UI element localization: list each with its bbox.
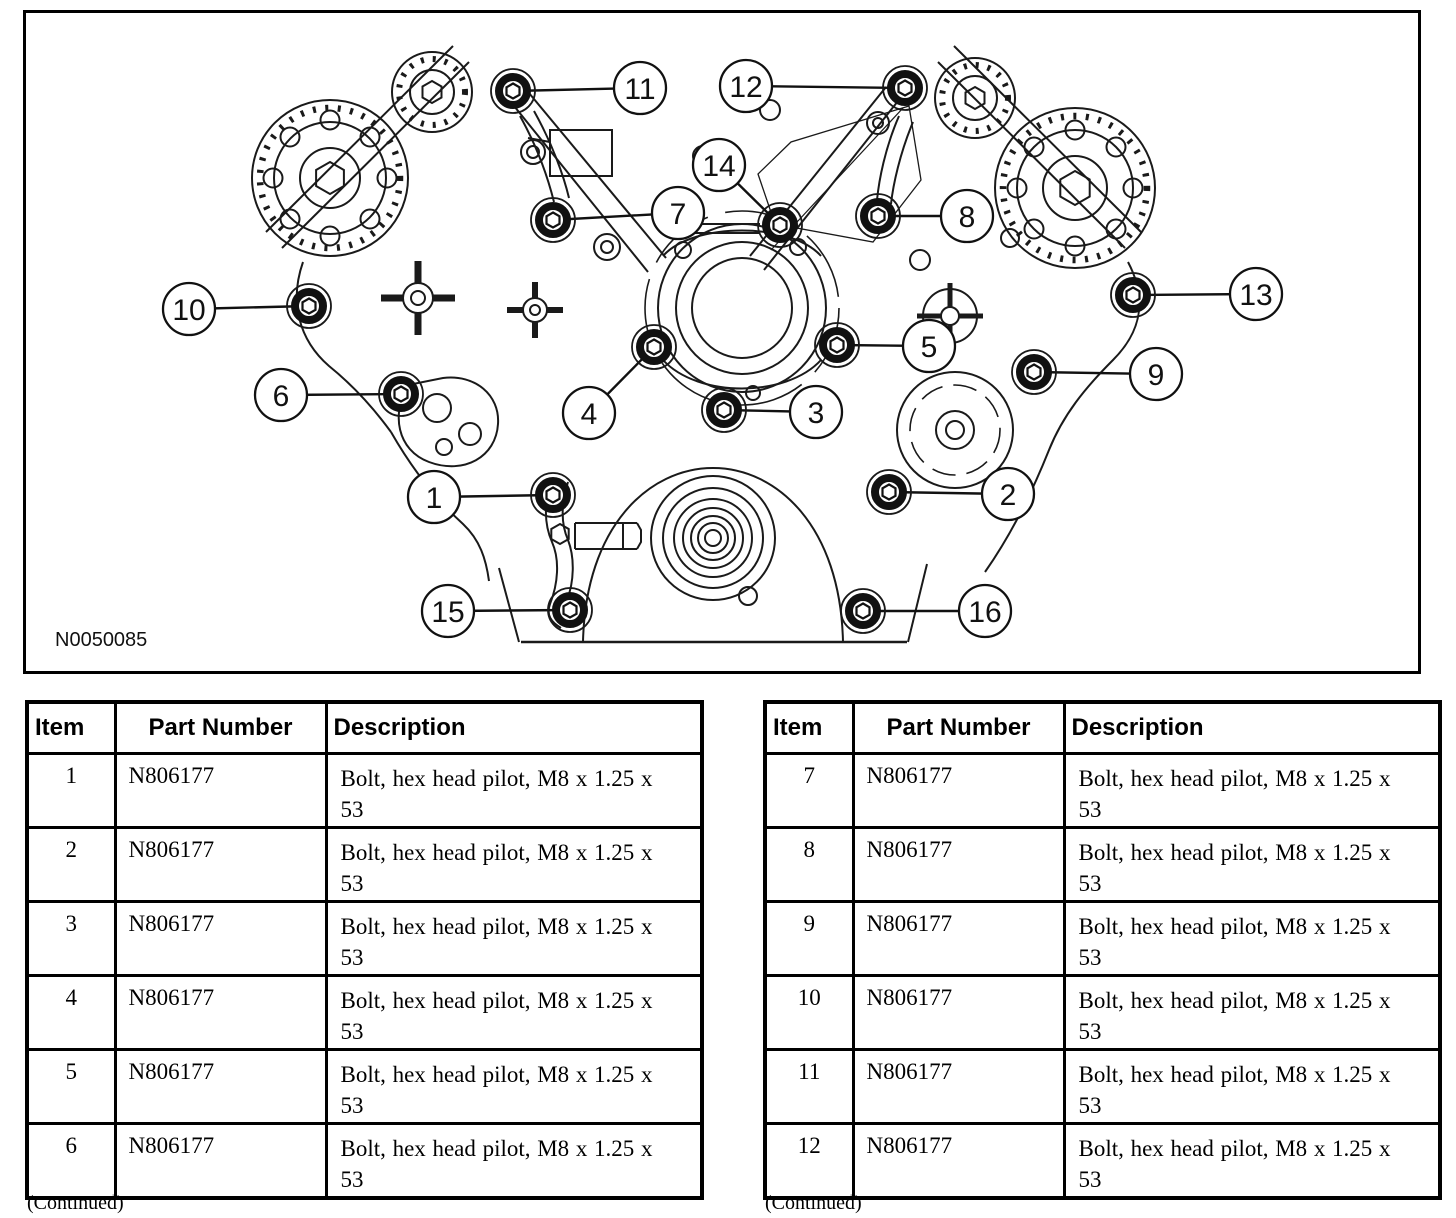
bolt-marker	[295, 292, 323, 320]
figure-label: N0050085	[55, 629, 148, 651]
callout-number: 15	[431, 595, 465, 629]
description-cell	[1064, 754, 1440, 828]
callout-number: 9	[1147, 358, 1165, 392]
bolt-marker	[875, 478, 903, 506]
line-art-shape	[403, 283, 433, 313]
description-cell	[326, 828, 702, 902]
description-text: Bolt, hex head pilot, M8 x 1.25 x 53	[340, 1062, 653, 1118]
bolt-marker	[1119, 281, 1147, 309]
table-row	[27, 976, 702, 1050]
column-header-description: Description	[1064, 702, 1440, 754]
line-art-shape	[941, 307, 959, 325]
item-cell: 11	[765, 1050, 853, 1124]
table-row	[27, 902, 702, 976]
bolt-marker	[823, 331, 851, 359]
description-text: Bolt, hex head pilot, M8 x 1.25 x 53	[340, 1136, 653, 1192]
bolt-marker	[499, 77, 527, 105]
description-cell	[326, 902, 702, 976]
table-row	[765, 976, 1440, 1050]
bolt-marker	[539, 481, 567, 509]
table-header-row	[27, 702, 702, 754]
callout-number: 4	[580, 397, 598, 431]
column-header-part-number: Part Number	[853, 702, 1064, 754]
description-cell	[1064, 1124, 1440, 1199]
callout-number: 7	[669, 197, 687, 231]
bolt-marker	[864, 202, 892, 230]
bolt-marker	[640, 333, 668, 361]
figure-border	[25, 12, 1420, 673]
item-cell: 5	[27, 1050, 115, 1124]
part-number-cell: N806177	[115, 828, 326, 902]
description-text: Bolt, hex head pilot, M8 x 1.25 x 53	[340, 766, 653, 822]
item-cell: 1	[27, 754, 115, 828]
description-text: Bolt, hex head pilot, M8 x 1.25 x 53	[340, 914, 653, 970]
description-text: Bolt, hex head pilot, M8 x 1.25 x 53	[1078, 988, 1391, 1044]
part-number-cell: N806177	[115, 1050, 326, 1124]
callout-number: 10	[172, 293, 206, 327]
bolt-marker	[891, 74, 919, 102]
description-text: Bolt, hex head pilot, M8 x 1.25 x 53	[1078, 766, 1391, 822]
table-row	[27, 828, 702, 902]
description-text: Bolt, hex head pilot, M8 x 1.25 x 53	[1078, 1136, 1391, 1192]
table-row	[27, 1050, 702, 1124]
bolt-marker	[849, 597, 877, 625]
callout-number: 12	[729, 70, 763, 104]
item-cell: 12	[765, 1124, 853, 1199]
parts-table-right	[763, 700, 1442, 1200]
callout-number: 11	[624, 72, 656, 106]
part-number-cell: N806177	[853, 902, 1064, 976]
column-header-description: Description	[326, 702, 702, 754]
continued-note-right: (Continued)	[765, 1192, 862, 1214]
description-text: Bolt, hex head pilot, M8 x 1.25 x 53	[340, 988, 653, 1044]
item-cell: 8	[765, 828, 853, 902]
description-cell	[326, 1124, 702, 1199]
part-number-cell: N806177	[853, 1124, 1064, 1199]
bolt-marker	[710, 396, 738, 424]
bolt-marker	[387, 380, 415, 408]
description-cell	[1064, 828, 1440, 902]
item-cell: 3	[27, 902, 115, 976]
parts-table-left	[25, 700, 704, 1200]
part-number-cell: N806177	[853, 976, 1064, 1050]
callout-number: 3	[807, 396, 825, 430]
callout-number: 8	[958, 200, 976, 234]
description-cell	[1064, 1050, 1440, 1124]
callout-number: 2	[999, 478, 1017, 512]
part-number-cell: N806177	[115, 1124, 326, 1199]
bolt-marker	[539, 206, 567, 234]
table-row	[765, 1124, 1440, 1199]
item-cell: 7	[765, 754, 853, 828]
description-text: Bolt, hex head pilot, M8 x 1.25 x 53	[1078, 840, 1391, 896]
item-cell: 6	[27, 1124, 115, 1199]
table-row	[765, 754, 1440, 828]
callout-number: 5	[920, 330, 938, 364]
description-text: Bolt, hex head pilot, M8 x 1.25 x 53	[1078, 1062, 1391, 1118]
description-text: Bolt, hex head pilot, M8 x 1.25 x 53	[340, 840, 653, 896]
bolt-marker	[1020, 358, 1048, 386]
part-number-cell: N806177	[115, 902, 326, 976]
part-number-cell: N806177	[853, 754, 1064, 828]
column-header-part-number: Part Number	[115, 702, 326, 754]
description-text: Bolt, hex head pilot, M8 x 1.25 x 53	[1078, 914, 1391, 970]
part-number-cell: N806177	[115, 754, 326, 828]
callout-number: 16	[968, 595, 1002, 629]
table-row	[27, 1124, 702, 1199]
callout-number: 1	[425, 481, 443, 515]
item-cell: 2	[27, 828, 115, 902]
bolt-marker	[766, 211, 794, 239]
description-cell	[1064, 976, 1440, 1050]
description-cell	[326, 1050, 702, 1124]
table-row	[765, 828, 1440, 902]
bolt-marker	[556, 596, 584, 624]
table-header-row	[765, 702, 1440, 754]
callout-number: 6	[272, 379, 290, 413]
column-header-item: Item	[765, 702, 853, 754]
line-art-shape	[523, 298, 547, 322]
callout-number: 13	[1239, 278, 1273, 312]
callout-number: 14	[702, 149, 736, 183]
description-cell	[326, 754, 702, 828]
table-row	[765, 1050, 1440, 1124]
part-number-cell: N806177	[853, 1050, 1064, 1124]
continued-note-left: (Continued)	[27, 1192, 124, 1214]
part-number-cell: N806177	[853, 828, 1064, 902]
item-cell: 9	[765, 902, 853, 976]
part-number-cell: N806177	[115, 976, 326, 1050]
table-row	[765, 902, 1440, 976]
table-row	[27, 754, 702, 828]
column-header-item: Item	[27, 702, 115, 754]
description-cell	[326, 976, 702, 1050]
description-cell	[1064, 902, 1440, 976]
engine-diagram-figure	[23, 10, 1421, 674]
item-cell: 10	[765, 976, 853, 1050]
item-cell: 4	[27, 976, 115, 1050]
